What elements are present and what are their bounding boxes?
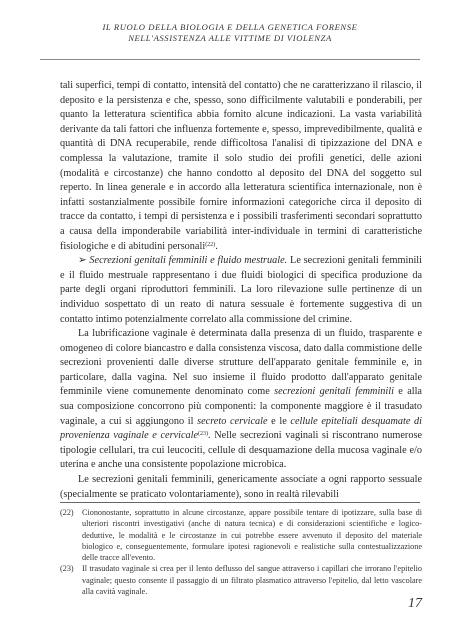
paragraph-3-text-a: La lubrificazione vaginale è determinata dalla presenza di un fluido, trasparente e omogeneo di colore biancastro e dalla consistenza viscosa, dato dalla commistione delle secrezioni provenienti dalle diverse strutture dell'apparato genitale femminile e, in particolare, dalla vagina. Nel suo insieme il fluido prodotto dall'apparato genitale femminile viene comunemente denominato come [60, 328, 422, 398]
paragraph-3-text-b: e alla sua composizione concorrono più componenti: la componente maggiore è il trasudato vaginale, a cui si aggiungono il [60, 386, 422, 427]
paragraph-1 [60, 79, 422, 254]
paragraph-3 [60, 327, 422, 473]
footnote-rule [60, 502, 420, 503]
footnote-number: (23) [60, 564, 74, 574]
header-rule [40, 59, 420, 60]
footnote-22 [60, 507, 422, 563]
footnote-23 [60, 563, 422, 597]
header-line-2: NELL'ASSISTENZA ALLE VITTIME DI VIOLENZA [128, 33, 332, 43]
paragraph-4 [60, 473, 422, 502]
paragraph-2-text: Le secrezioni genitali femminili e il fluido mestruale rappresentano i due fluidi biologici di specifica produzione da parte degli organi riproduttori femminili. La loro rilevazione sulle pertinenze di un individuo sospettato di un reato di natura sessuale è fortemente suggestiva di un contatto intimo potenzialmente correlato alla commissione del crimine. [60, 255, 422, 325]
paragraph-3-text-c: e le [267, 415, 291, 427]
running-header [40, 22, 420, 44]
body-text [60, 79, 422, 502]
footnotes [60, 507, 422, 597]
section-title: Secrezioni genitali femminili e fluido mestruale. [89, 255, 288, 267]
footnote-ref-22: (22) [205, 241, 216, 248]
paragraph-3-italic-3: cellule epiteliali desquamate di provenienza vaginale e cervicale [60, 415, 422, 442]
paragraph-2 [60, 254, 422, 327]
header-line-1: IL RUOLO DELLA BIOLOGIA E DELLA GENETICA FORENSE [102, 22, 358, 32]
footnote-text: Ciononostante, soprattutto in alcune circostanze, appare possibile tentare di ipotizzare, sulla base di ulteriori riscontri investigativi (anche di natura tecnica) e di considerazioni scientifiche e logico-deduttive, le modalità e le circostanze in cui potrebbe essere avvenuto il deposito del materiale biologico e, conseguentemente, formulare ipotesi ragionevoli e realistiche sulla contestualizzazione delle tracce all'evento. [82, 508, 422, 563]
footnote-number: (22) [60, 508, 74, 517]
paragraph-3-italic-2: secreto cervicale [197, 415, 268, 427]
page-number: 17 [408, 596, 422, 611]
footnote-ref-23: (23) [198, 431, 209, 438]
paragraph-1-text: tali superfici, tempi di contatto, intensità del contatto) che ne caratterizzano il rilascio, il deposito e la persistenza e che, spesso, sono difficilmente valutabili e ponderabili, per quanto la letteratura scientifica abbia fornito alcune indicazioni. La vasta variabilità derivante da tali fattori che influenza fortemente e, spesso, imprevedibilmente, qualità e quantità di DNA recuperabile, rende difficoltosa l'analisi di tipizzazione del DNA e complessa la valutazione, tramite il solo studio dei profili genetici, delle azioni (modalità e circostanze) che hanno condotto al deposito del DNA del soggetto sul reperto. In linea generale e in accordo alla letteratura scientifica internazionale, non è infatti sostanzialmente possibile fornire informazioni categoriche circa il deposito di tracce da contatto, i tempi di persistenza e i possibili trasferimenti secondari soprattutto a causa della imponderabile variabilità inter-individuale in termini di caratteristiche fisiologiche e di abitudini personali [60, 80, 422, 252]
paragraph-3-italic-1: secrezioni genitali femminili [274, 386, 394, 398]
paragraph-3-text-d: . Nelle secrezioni vaginali si riscontrano numerose tipologie cellulari, tra cui leucociti, cellule di desquamazione della mucosa vaginale e/o uterina e anche una consistente popolazione microbica. [60, 430, 422, 471]
arrow-bullet-icon: ➢ [78, 255, 87, 267]
paragraph-4-text: Le secrezioni genitali femminili, genericamente associate a ogni rapporto sessuale (specialmente se praticato volontariamente), sono in realtà rilevabili [60, 474, 422, 500]
footnote-text: Il trasudato vaginale si crea per il lento deflusso del sangue attraverso i capillari che irrorano l'epitelio vaginale; questo consente il passaggio di un filtrato plasmatico attraverso l'epitelio, dal letto vascolare alla cavità vaginale. [82, 564, 422, 597]
paragraph-1-end: . [215, 240, 218, 252]
